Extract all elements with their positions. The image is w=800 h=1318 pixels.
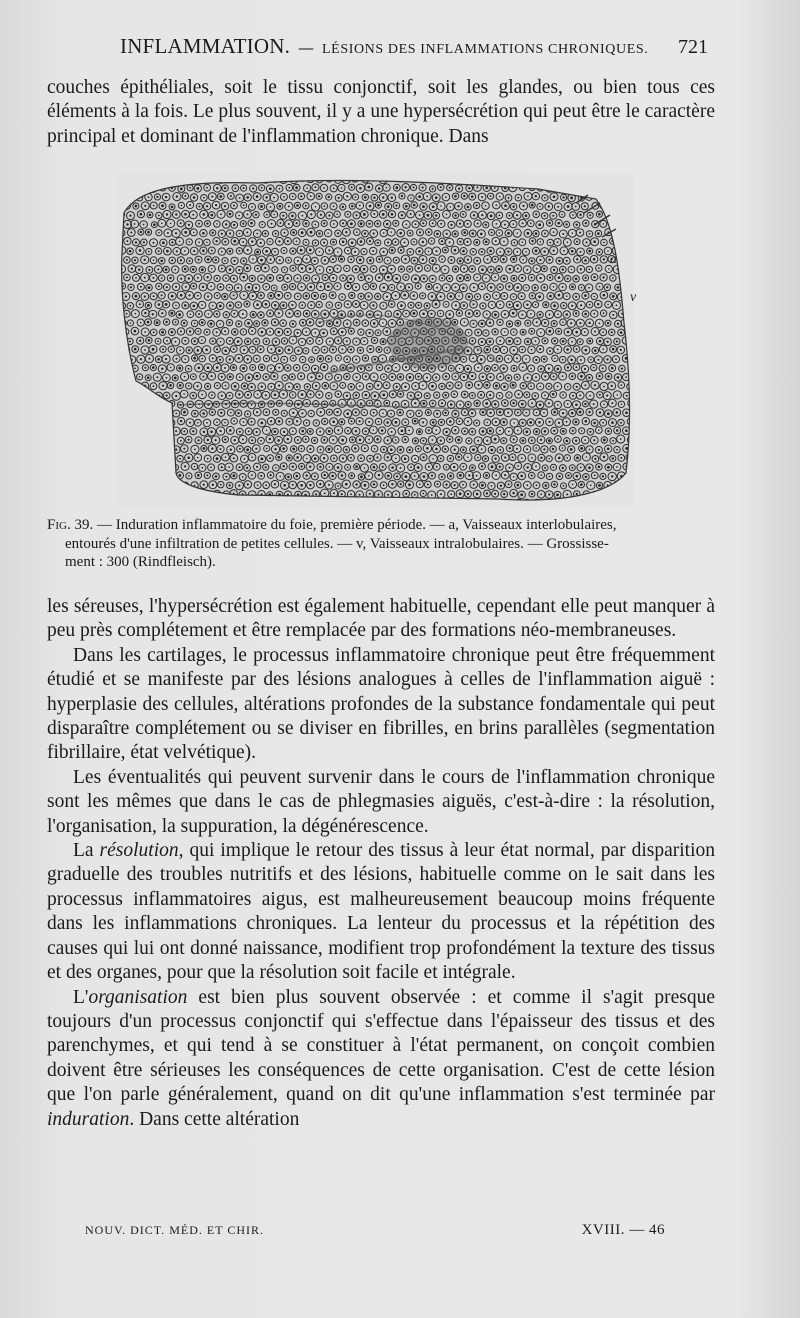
caption-line-1: — Induration inflammatoire du foie, première période. — a, Vaisseaux interlobulaires, [96, 517, 617, 533]
running-head [120, 34, 708, 64]
p4-prefix: La [73, 840, 100, 862]
liver-tissue-engraving [118, 173, 637, 507]
page-footer [85, 1222, 665, 1239]
caption-line-3: ment : 300 (Rindfleisch). [65, 554, 216, 570]
paragraph-3: Les éventualités qui peuvent survenir dans le cours de l'inflammation chronique sont les mêmes que dans le cas de phlegmasies aiguës, c'est-à-dire : la résolution, l'organisation, la suppuration, la dégénérescence. [47, 766, 715, 837]
figure-label-v: v [630, 290, 637, 305]
caption-line-2: entourés d'une infiltration de petites cellules. — v, Vaisseaux intralobulaires. — Grossisse- [65, 535, 609, 552]
header-title: INFLAMMATION. [120, 34, 291, 58]
paragraph-4 [47, 839, 715, 985]
header-separator: — [298, 38, 315, 57]
page-number: 721 [678, 36, 708, 58]
figure-engraving [118, 173, 637, 507]
figure-caption [47, 516, 715, 572]
p5-term-organisation: organisation [88, 986, 188, 1008]
intro-paragraph: couches épithéliales, soit le tissu conjonctif, soit les glandes, ou bien tous ces éléments à la fois. Le plus souvent, il y a une hypersécrétion qui peut être le caractère principal et dominant de l'inflammation chronique. Dans [47, 77, 715, 147]
body-text-block [47, 595, 715, 1132]
paragraph-1: les séreuses, l'hypersécrétion est également habituelle, cependant elle peut manquer à peu près complétement et être remplacée par des formations néo-membraneuses. [47, 596, 715, 642]
p5-end: . Dans cette altération [129, 1108, 300, 1130]
p5-prefix: L' [73, 986, 89, 1008]
paragraph-2: Dans les cartilages, le processus inflammatoire chronique peut être fréquemment étudié et se manifeste par des lésions analogues à celles de l'inflammation aiguë : hyperplasie des cellules, altérations profondes de la substance fondamentale qui peut disparaître complétement ou se diviser en fibrilles, en brins parallèles (segmentation fibrillaire, état velvétique). [47, 644, 715, 764]
footer-volume-signature: XVIII. — 46 [581, 1222, 665, 1238]
figure-label-a: a [610, 252, 617, 267]
caption-label: Fig. 39. [47, 517, 94, 533]
p5-term-induration: induration [47, 1108, 130, 1130]
header-subtitle: LÉSIONS DES INFLAMMATIONS CHRONIQUES. [322, 42, 649, 57]
intro-text-block [47, 76, 715, 149]
paragraph-5 [47, 986, 715, 1132]
footer-series-title: NOUV. DICT. MÉD. ET CHIR. [85, 1223, 265, 1237]
p5-rest: est bien plus souvent observée : et comme il s'agit presque toujours d'un processus conjonctif qui s'effectue dans l'épaisseur des tissus et des parenchymes, et qui tend à se constituer à l'état permanent, on conçoit combien doivent être sérieuses les conséquences de cette organisation. C'est de cette lésion que l'on parle généralement, quand on dit qu'une inflammation s'est terminée par [47, 986, 715, 1106]
p4-term-resolution: résolution [99, 840, 179, 862]
p4-rest: , qui implique le retour des tissus à leur état normal, par disparition graduelle des troubles nutritifs et des lésions, habituelle comme on le sait dans les processus inflammatoires aigus, est malheureusement beaucoup moins fréquente dans les inflammations chroniques. La lenteur du processus et la répétition des causes qui lui ont donné naissance, modifient trop profondément la texture des tissus et des organes, pour que la résolution soit facile et intégrale. [47, 840, 715, 984]
